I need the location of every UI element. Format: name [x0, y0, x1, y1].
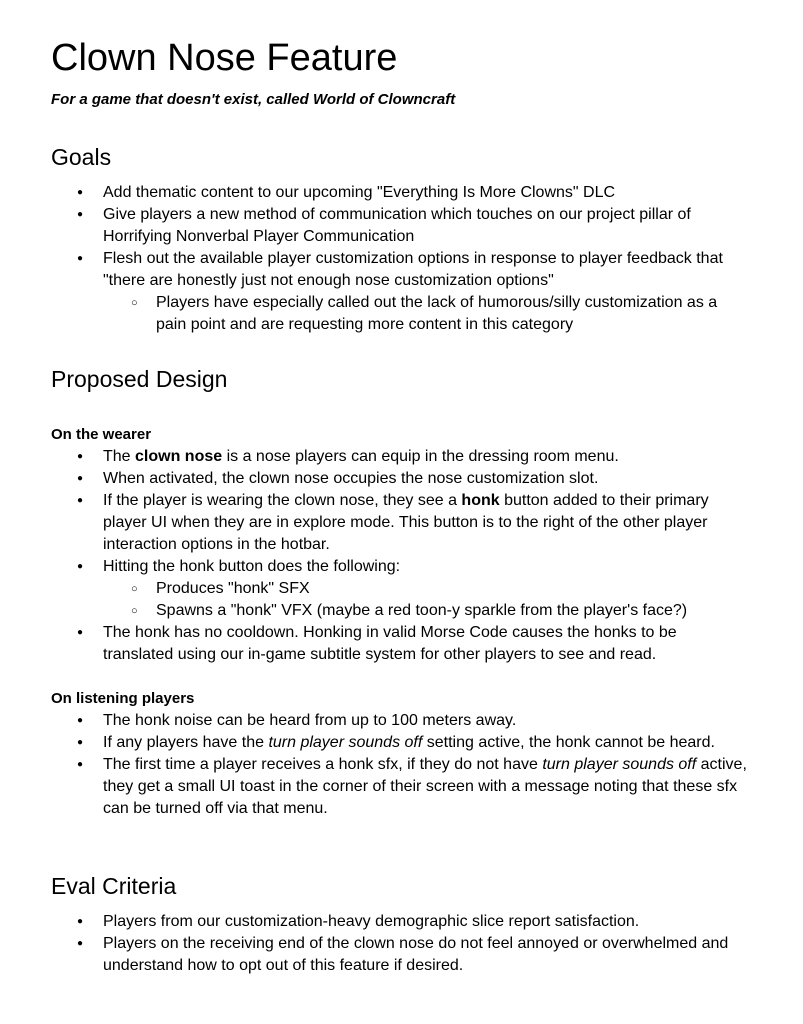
text-segment: If any players have the — [103, 734, 269, 751]
wearer-heading: On the wearer — [51, 426, 152, 443]
wearer-list — [51, 446, 751, 666]
goals-item: ● Give players a new method of communication which touches on our project pillar of Horrifying Nonverbal Player Communication — [51, 204, 751, 248]
text-segment: active, they get a small UI toast in the corner of their screen with a message noting that these sfx can be turned off via that menu. — [103, 756, 747, 817]
listeners-item — [51, 754, 751, 820]
goals-sub-item: ○ Players have especially called out the lack of humorous/silly customization as a pain point and are requesting more content in this category — [51, 292, 751, 336]
eval-list — [51, 911, 751, 977]
eval-criteria-heading: Eval Criteria — [51, 873, 177, 899]
wearer-item — [51, 490, 751, 556]
setting-name: turn player sounds off — [268, 734, 423, 751]
wearer-sub-item: ○ Produces "honk" SFX — [51, 578, 751, 600]
wearer-item — [51, 446, 751, 468]
wearer-item: ● Hitting the honk button does the following: — [51, 556, 751, 578]
goals-item: ● Flesh out the available player customization options in response to player feedback that "there are honestly just not enough nose customization options" — [51, 248, 751, 292]
document-subtitle: For a game that doesn't exist, called World of Clowncraft — [51, 91, 456, 108]
text-segment: setting active, the honk cannot be heard. — [422, 734, 715, 751]
text-segment: button added to their primary player UI when they are in explore mode. This button is to the right of the other player interaction options in the hotbar. — [103, 492, 709, 553]
setting-name: turn player sounds off — [542, 756, 697, 773]
listeners-item — [51, 732, 751, 754]
listeners-heading: On listening players — [51, 690, 195, 707]
honk-term: honk — [461, 492, 500, 509]
wearer-item: ● The honk has no cooldown. Honking in valid Morse Code causes the honks to be translated using our in-game subtitle system for other players to see and read. — [51, 622, 751, 666]
text-segment: is a nose players can equip in the dressing room menu. — [222, 448, 619, 465]
document-page — [51, 36, 751, 977]
proposed-design-heading: Proposed Design — [51, 366, 228, 392]
document-title: Clown Nose Feature — [51, 37, 398, 79]
eval-item: ● Players on the receiving end of the clown nose do not feel annoyed or overwhelmed and understand how to opt out of this feature if desired. — [51, 933, 751, 977]
wearer-item: ● When activated, the clown nose occupies the nose customization slot. — [51, 468, 751, 490]
goals-heading: Goals — [51, 144, 112, 170]
wearer-sub-item: ○ Spawns a "honk" VFX (maybe a red toon-y sparkle from the player's face?) — [51, 600, 751, 622]
clown-nose-term: clown nose — [135, 448, 223, 465]
eval-item: ● Players from our customization-heavy demographic slice report satisfaction. — [51, 911, 751, 933]
goals-list — [51, 182, 751, 336]
text-segment: If the player is wearing the clown nose, they see a — [103, 492, 462, 509]
text-segment: The first time a player receives a honk sfx, if they do not have — [103, 756, 543, 773]
listeners-item: ● The honk noise can be heard from up to 100 meters away. — [51, 710, 751, 732]
listeners-list — [51, 710, 751, 820]
goals-item: ● Add thematic content to our upcoming "Everything Is More Clowns" DLC — [51, 182, 751, 204]
text-segment: The — [103, 448, 136, 465]
